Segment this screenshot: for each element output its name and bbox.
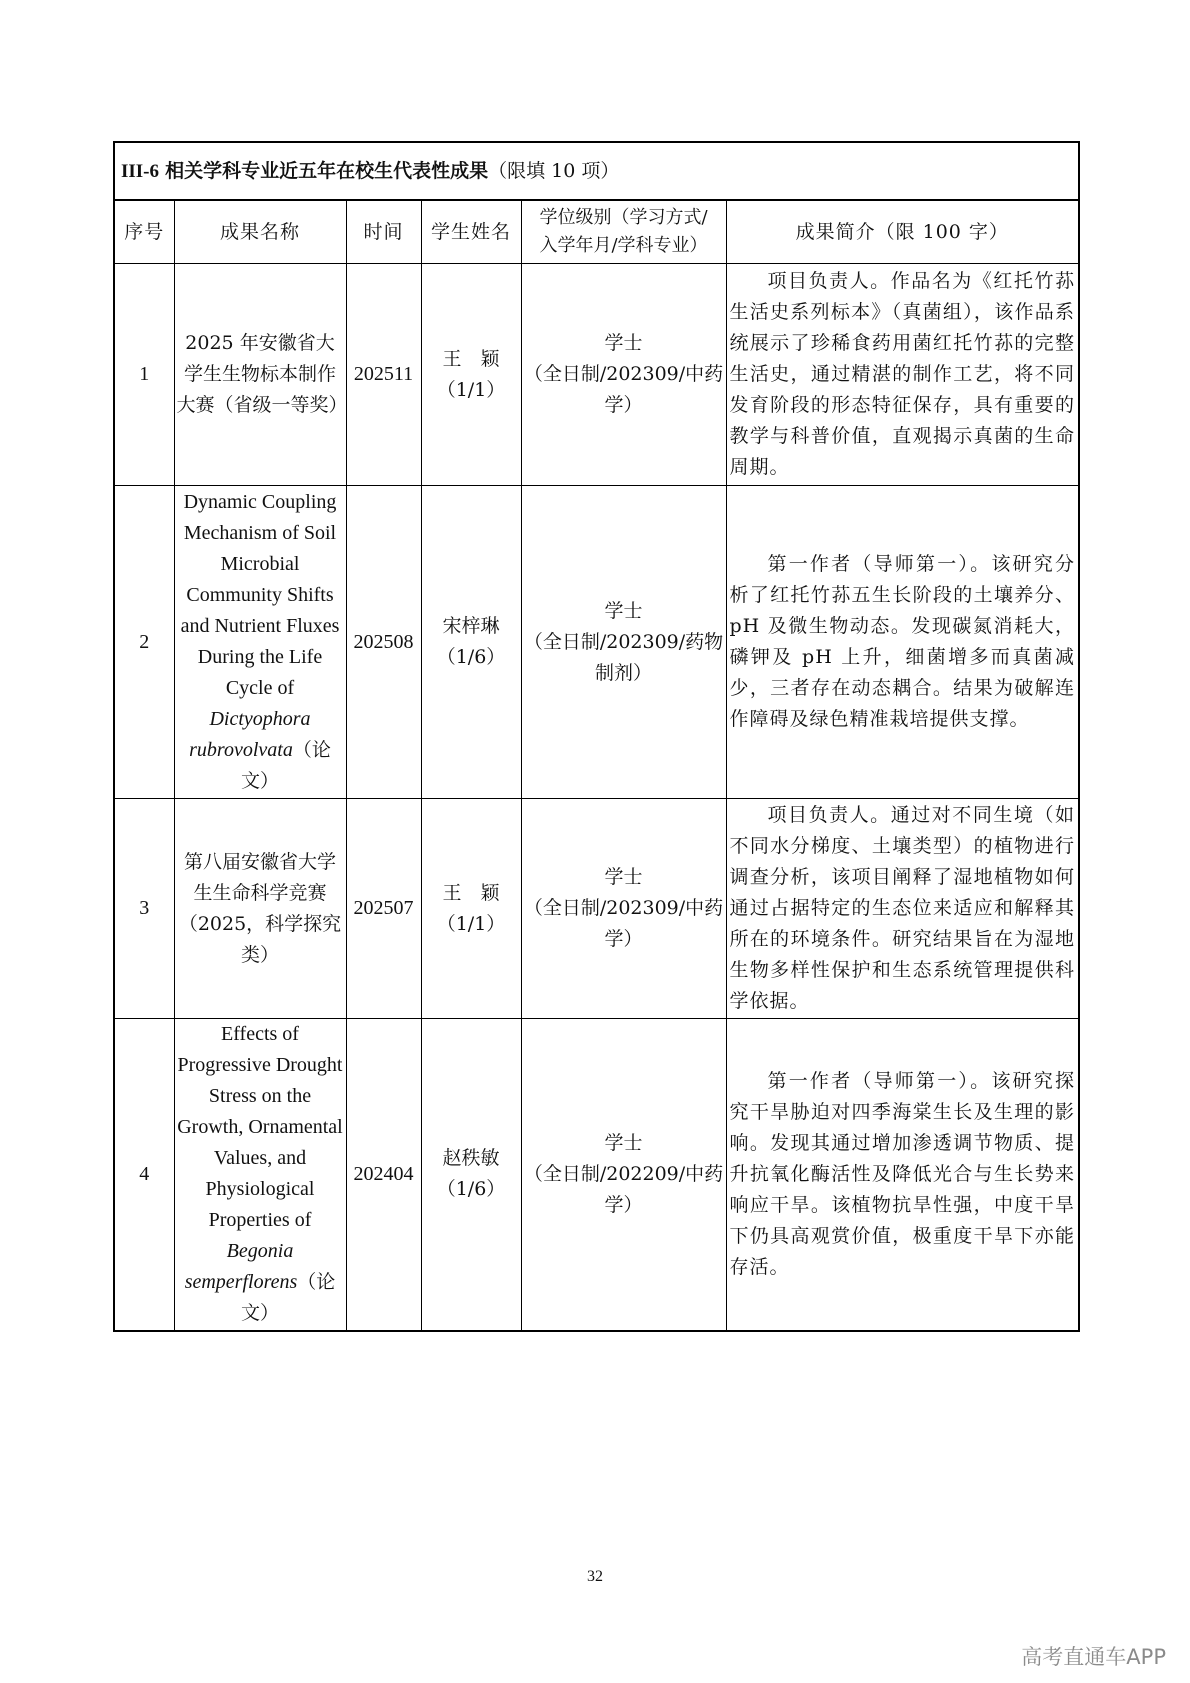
degree-level: 学士 <box>604 1131 643 1154</box>
page-number: 32 <box>587 1568 603 1585</box>
table-row <box>114 1019 1079 1331</box>
header-degree-line2: 入学年月/学科专业） <box>539 235 708 256</box>
achievement-name-text: Dynamic Coupling Mechanism of Soil Microbial Community Shifts and Nutrient Fluxes During the Life Cycle of <box>180 491 340 699</box>
header-time: 时间 <box>346 200 421 264</box>
table-row <box>114 799 1079 1019</box>
row-degree <box>521 1019 726 1331</box>
table-row <box>114 264 1079 486</box>
row-summary: 项目负责人。作品名为《红托竹荪生活史系列标本》（真菌组），该作品系统展示了珍稀食药用菌红托竹荪的完整生活史，通过精湛的制作工艺，将不同发育阶段的形态特征保存，具有重要的教学与科普价值，直观揭示真菌的生命周期。 <box>726 264 1079 486</box>
degree-detail: （全日制/202309/中药学） <box>523 363 724 416</box>
row-seq: 1 <box>114 264 174 486</box>
achievement-species-name: Dictyophora rubrovolvata <box>189 708 311 761</box>
achievement-name-text: Effects of Progressive Drought Stress on the Growth, Ornamental Values, and Physiological Properties of <box>177 1023 343 1232</box>
header-seq: 序号 <box>114 200 174 264</box>
section-limit: （限填 10 项） <box>488 159 620 182</box>
student-name: 宋梓琳 <box>442 615 500 637</box>
section-code: III-6 <box>121 160 160 182</box>
row-degree <box>521 799 726 1019</box>
header-degree-line1: 学位级别（学习方式/ <box>539 207 708 228</box>
row-student <box>421 264 521 486</box>
watermark-text: 高考直通车APP <box>1021 1645 1166 1669</box>
row-summary: 第一作者（导师第一）。该研究分析了红托竹荪五生长阶段的土壤养分、pH 及微生物动态。发现碳氮消耗大，磷钾及 pH 上升，细菌增多而真菌减少，三者存在动态耦合。结果为破解连作障碍及绿色精准栽培提供支撑。 <box>726 486 1079 799</box>
header-student: 学生姓名 <box>421 200 521 264</box>
row-time: 202404 <box>346 1019 421 1331</box>
achievement-species-name: Begonia semperflorens <box>184 1240 298 1294</box>
row-seq: 2 <box>114 486 174 799</box>
degree-level: 学士 <box>604 332 643 354</box>
student-name: 赵秩敏 <box>442 1147 500 1170</box>
achievement-type: （论文） <box>240 739 331 792</box>
student-name: 王 颖 <box>442 881 500 904</box>
row-seq: 4 <box>114 1019 174 1331</box>
row-achievement-name: 第八届安徽省大学生生命科学竞赛（2025，科学探究类） <box>174 799 346 1019</box>
row-summary: 项目负责人。通过对不同生境（如不同水分梯度、土壤类型）的植物进行调查分析，该项目阐释了湿地植物如何通过占据特定的生态位来适应和解释其所在的环境条件。研究结果旨在为湿地生物多样性保护和生态系统管理提供科学依据。 <box>726 799 1079 1019</box>
student-rank: （1/1） <box>436 378 506 401</box>
row-student <box>421 1019 521 1331</box>
achievements-table-container <box>113 141 1078 1332</box>
row-time: 202508 <box>346 486 421 799</box>
student-rank: （1/6） <box>436 646 506 668</box>
row-achievement-name <box>174 486 346 799</box>
degree-detail: （全日制/202309/中药学） <box>523 897 724 950</box>
degree-detail: （全日制/202309/药物制剂） <box>523 630 724 684</box>
row-achievement-name <box>174 1019 346 1331</box>
degree-level: 学士 <box>604 866 643 888</box>
row-student <box>421 799 521 1019</box>
header-name: 成果名称 <box>174 200 346 264</box>
row-time: 202507 <box>346 799 421 1019</box>
section-caption <box>114 142 1079 200</box>
row-achievement-name: 2025 年安徽省大学生生物标本制作大赛（省级一等奖） <box>174 264 346 486</box>
achievements-table <box>113 141 1080 1332</box>
student-name: 王 颖 <box>442 347 500 370</box>
degree-level: 学士 <box>604 599 643 622</box>
student-rank: （1/6） <box>436 1178 506 1201</box>
achievement-type: （论文） <box>240 1271 336 1325</box>
degree-detail: （全日制/202209/中药学） <box>523 1162 724 1216</box>
row-student <box>421 486 521 799</box>
row-time: 202511 <box>346 264 421 486</box>
row-seq: 3 <box>114 799 174 1019</box>
header-degree <box>521 200 726 264</box>
row-degree <box>521 486 726 799</box>
header-row <box>114 200 1079 264</box>
row-degree <box>521 264 726 486</box>
section-title: 相关学科专业近五年在校生代表性成果 <box>165 159 489 182</box>
table-row <box>114 486 1079 799</box>
row-summary: 第一作者（导师第一）。该研究探究干旱胁迫对四季海棠生长及生理的影响。发现其通过增加渗透调节物质、提升抗氧化酶活性及降低光合与生长势来响应干旱。该植物抗旱性强，中度干旱下仍具高观赏价值，极重度干旱下亦能存活。 <box>726 1019 1079 1331</box>
student-rank: （1/1） <box>436 912 506 935</box>
header-summary: 成果简介（限 100 字） <box>726 200 1079 264</box>
